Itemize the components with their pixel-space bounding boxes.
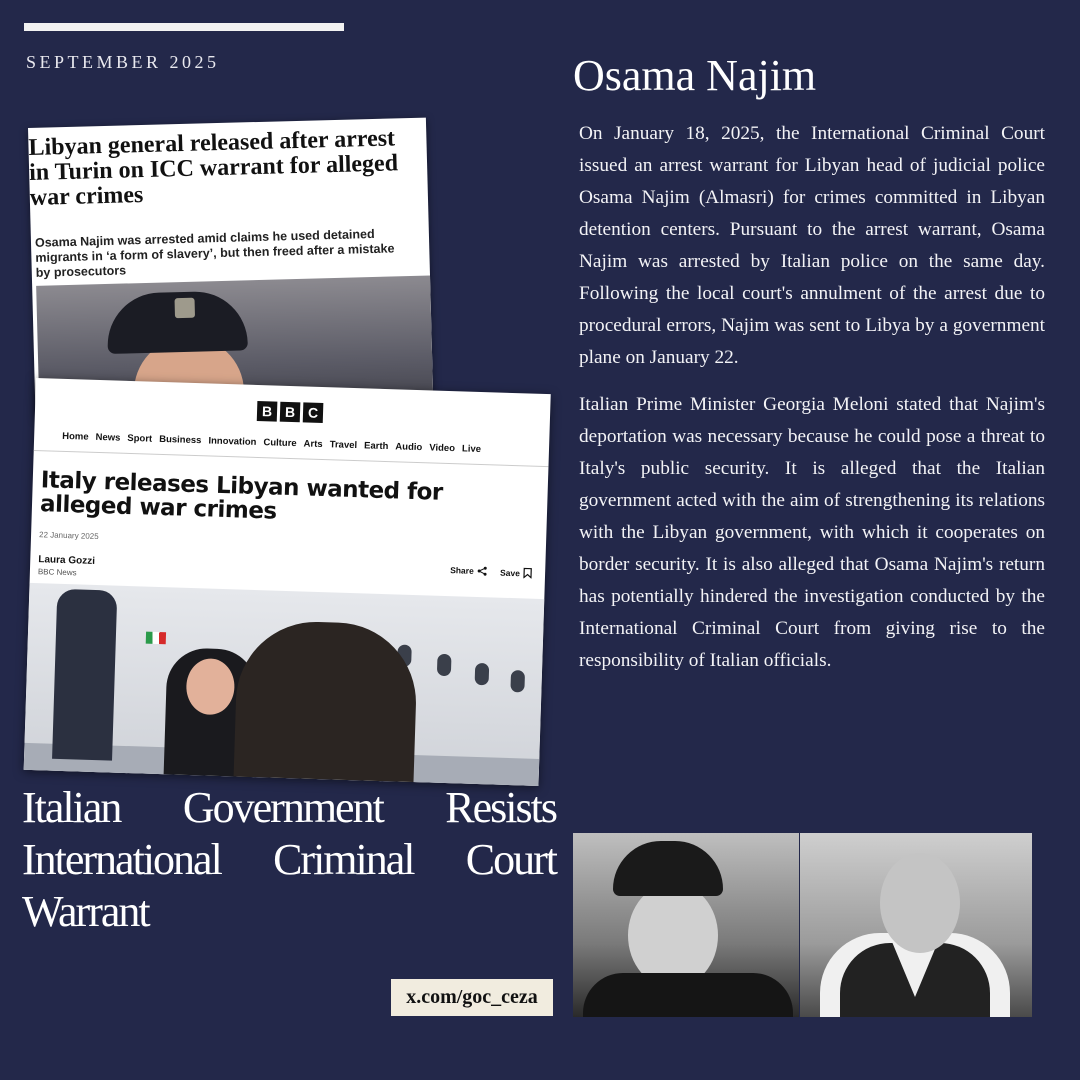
bbc-author: Laura Gozzi	[38, 554, 96, 567]
nav-item-live[interactable]: Live	[461, 443, 482, 456]
paragraph-1: On January 18, 2025, the International Criminal Court issued an arrest warrant for Libyan head of judicial police Osama Najim (Almasri) for crimes committed in Libyan detention centers. Pursuant to the arrest warrant, Osama Najim was arrested by Italian police on the same day. Following the local court's annulment of the arrest due to procedural errors, Najim was sent to Libya by a government plane on January 22.	[579, 123, 1045, 368]
bbc-nav	[62, 431, 481, 455]
paragraph-2: Italian Prime Minister Georgia Meloni stated that Najim's deportation was necessary because he could pose a threat to Italy's public security. It is alleged that the Italian government acted with the aim of strengthening its relations with the Libyan government, with which it cooperates on border security. It is also alleged that Osama Najim's return has potentially hindered the investigation conducted by the International Criminal Court from giving rise to the responsibility of Italian officials.	[579, 394, 1045, 671]
article-body	[579, 118, 1045, 677]
person-silhouette	[52, 589, 117, 761]
plane-window	[510, 670, 525, 692]
subject-name: Osama Najim	[573, 51, 817, 100]
clipping-1-standfirst: Osama Najim was arrested amid claims he used detained migrants in ‘a form of slavery’, but then freed after a mistake by prosecutors	[34, 226, 395, 280]
nav-item-business[interactable]: Business	[159, 433, 202, 447]
nav-item-culture[interactable]: Culture	[263, 437, 297, 450]
bbc-outlet: BBC News	[37, 567, 77, 578]
bbc-article-date: 22 January 2025	[38, 530, 99, 542]
nav-item-innovation[interactable]: Innovation	[208, 435, 257, 448]
nav-item-arts[interactable]: Arts	[303, 438, 323, 451]
bbc-logo-letter: B	[257, 401, 278, 422]
bbc-logo-letter: B	[280, 402, 301, 423]
share-label: Share	[450, 565, 474, 576]
save-label: Save	[499, 567, 521, 578]
source-credit[interactable]: x.com/goc_ceza	[391, 979, 553, 1016]
portrait-photo-uniform	[573, 833, 799, 1017]
police-cap-shape	[613, 841, 723, 896]
top-accent-bar	[24, 23, 344, 31]
bbc-article-screenshot	[24, 378, 551, 786]
newspaper-clipping-1	[28, 118, 433, 418]
plane-window	[437, 654, 452, 676]
uniform-shape	[583, 973, 793, 1017]
nav-item-video[interactable]: Video	[429, 442, 456, 455]
nav-item-home[interactable]: Home	[62, 430, 89, 443]
share-icon	[477, 566, 487, 576]
italian-flag-shape	[146, 632, 166, 645]
bbc-article-title: Italy releases Libyan wanted for alleged war crimes	[39, 467, 444, 525]
plane-window	[475, 663, 490, 685]
nav-item-travel[interactable]: Travel	[329, 439, 358, 452]
share-button[interactable]	[450, 565, 487, 576]
main-headline: Italian Government Resists International Criminal Court Warrant	[22, 783, 556, 936]
bbc-logo	[257, 401, 324, 423]
bookmark-icon	[523, 567, 532, 578]
bbc-article-photo	[24, 583, 545, 786]
face-shape	[880, 853, 960, 953]
save-button[interactable]	[500, 567, 532, 579]
portrait-photo-civilian	[800, 833, 1032, 1017]
person-silhouette	[233, 619, 418, 786]
bbc-logo-letter: C	[303, 402, 324, 423]
nav-item-audio[interactable]: Audio	[395, 441, 423, 454]
clipping-1-headline: Libyan general released after arrest in Turin on ICC warrant for alleged war crimes	[28, 125, 399, 211]
nav-item-news[interactable]: News	[95, 431, 121, 444]
nav-item-sport[interactable]: Sport	[127, 432, 153, 445]
nav-item-earth[interactable]: Earth	[363, 440, 389, 453]
issue-date: SEPTEMBER 2025	[26, 52, 220, 72]
cap-badge-shape	[175, 298, 196, 319]
